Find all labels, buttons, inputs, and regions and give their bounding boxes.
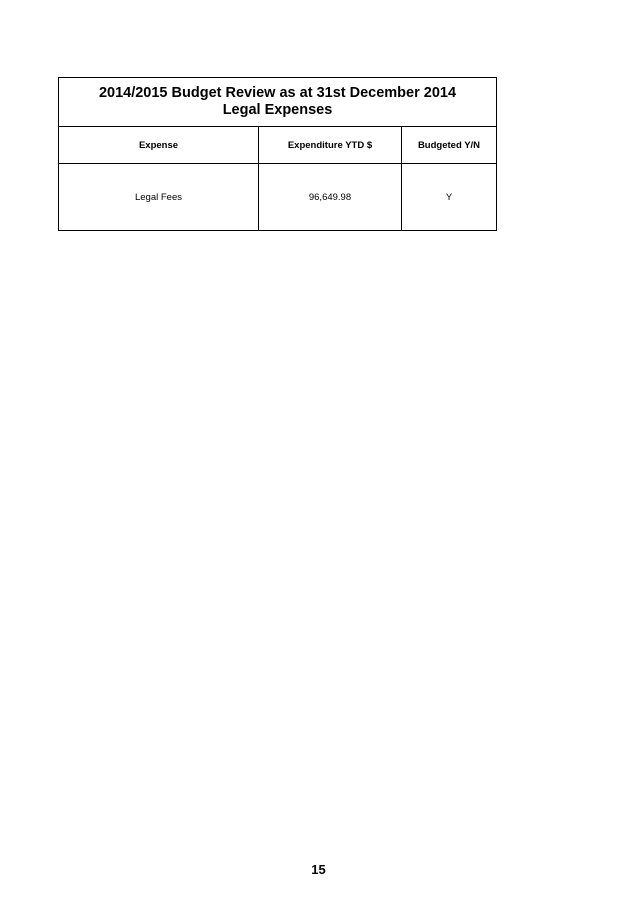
- header-budgeted: Budgeted Y/N: [417, 139, 481, 151]
- table-title-line-1: 2014/2015 Budget Review as at 31st December 2014: [98, 85, 457, 101]
- cell-budgeted: Y: [445, 191, 453, 203]
- budget-review-table: [58, 77, 497, 231]
- table-row: [59, 164, 496, 230]
- table-header-row: [59, 127, 496, 164]
- cell-expense: Legal Fees: [59, 164, 259, 230]
- page-number: 15: [311, 862, 326, 877]
- cell-expenditure-ytd: 96,649.98: [259, 164, 402, 230]
- table-title-line-2: Legal Expenses: [222, 102, 333, 118]
- header-expense: Expense: [59, 127, 259, 163]
- header-expenditure-ytd: Expenditure YTD $: [259, 127, 402, 163]
- table-title: [59, 78, 496, 127]
